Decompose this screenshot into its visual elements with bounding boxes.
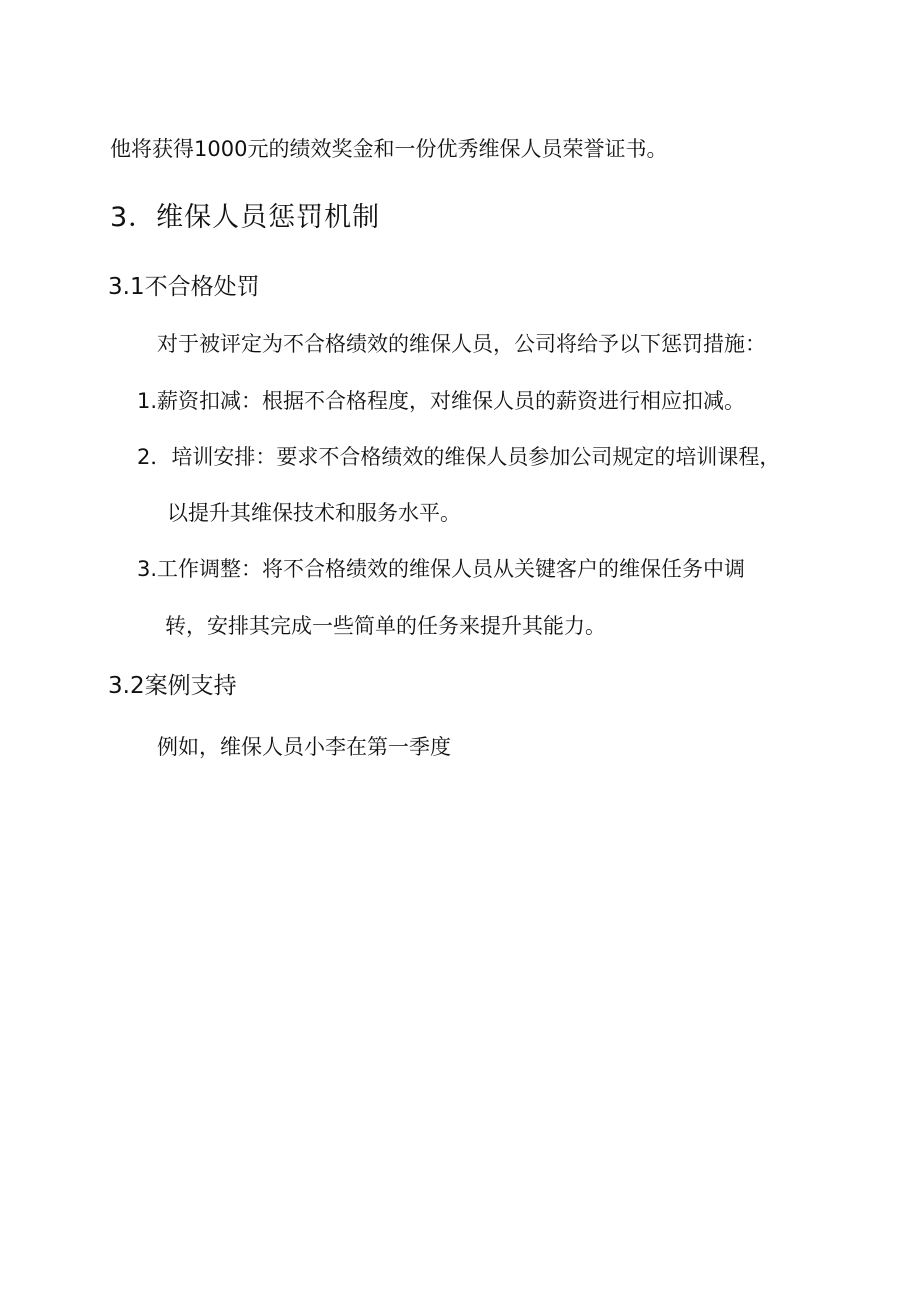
- list-item-salary-deduction: 1.薪资扣减：根据不合格程度，对维保人员的薪资进行相应扣减。: [137, 389, 746, 413]
- list-item-work-adjustment-continuation: 转，安排其完成一些简单的任务来提升其能力。: [165, 614, 606, 638]
- paragraph-penalty-intro: 对于被评定为不合格绩效的维保人员，公司将给予以下惩罚措施：: [157, 332, 766, 356]
- section-heading-penalty-mechanism: 3．维保人员惩罚机制: [110, 202, 381, 233]
- list-item-work-adjustment: 3.工作调整：将不合格绩效的维保人员从关键客户的维保任务中调: [137, 557, 746, 581]
- subsection-heading-case-support: 3.2案例支持: [108, 673, 237, 699]
- paragraph-reward-continuation: 他将获得1000元的绩效奖金和一份优秀维保人员荣誉证书。: [110, 137, 668, 161]
- subsection-heading-unqualified-penalty: 3.1不合格处罚: [108, 274, 260, 300]
- list-item-training-arrangement: 2．培训安排：要求不合格绩效的维保人员参加公司规定的培训课程，: [137, 445, 781, 469]
- paragraph-case-example: 例如，维保人员小李在第一季度: [157, 735, 451, 759]
- list-item-training-arrangement-continuation: 以提升其维保技术和服务水平。: [167, 501, 461, 525]
